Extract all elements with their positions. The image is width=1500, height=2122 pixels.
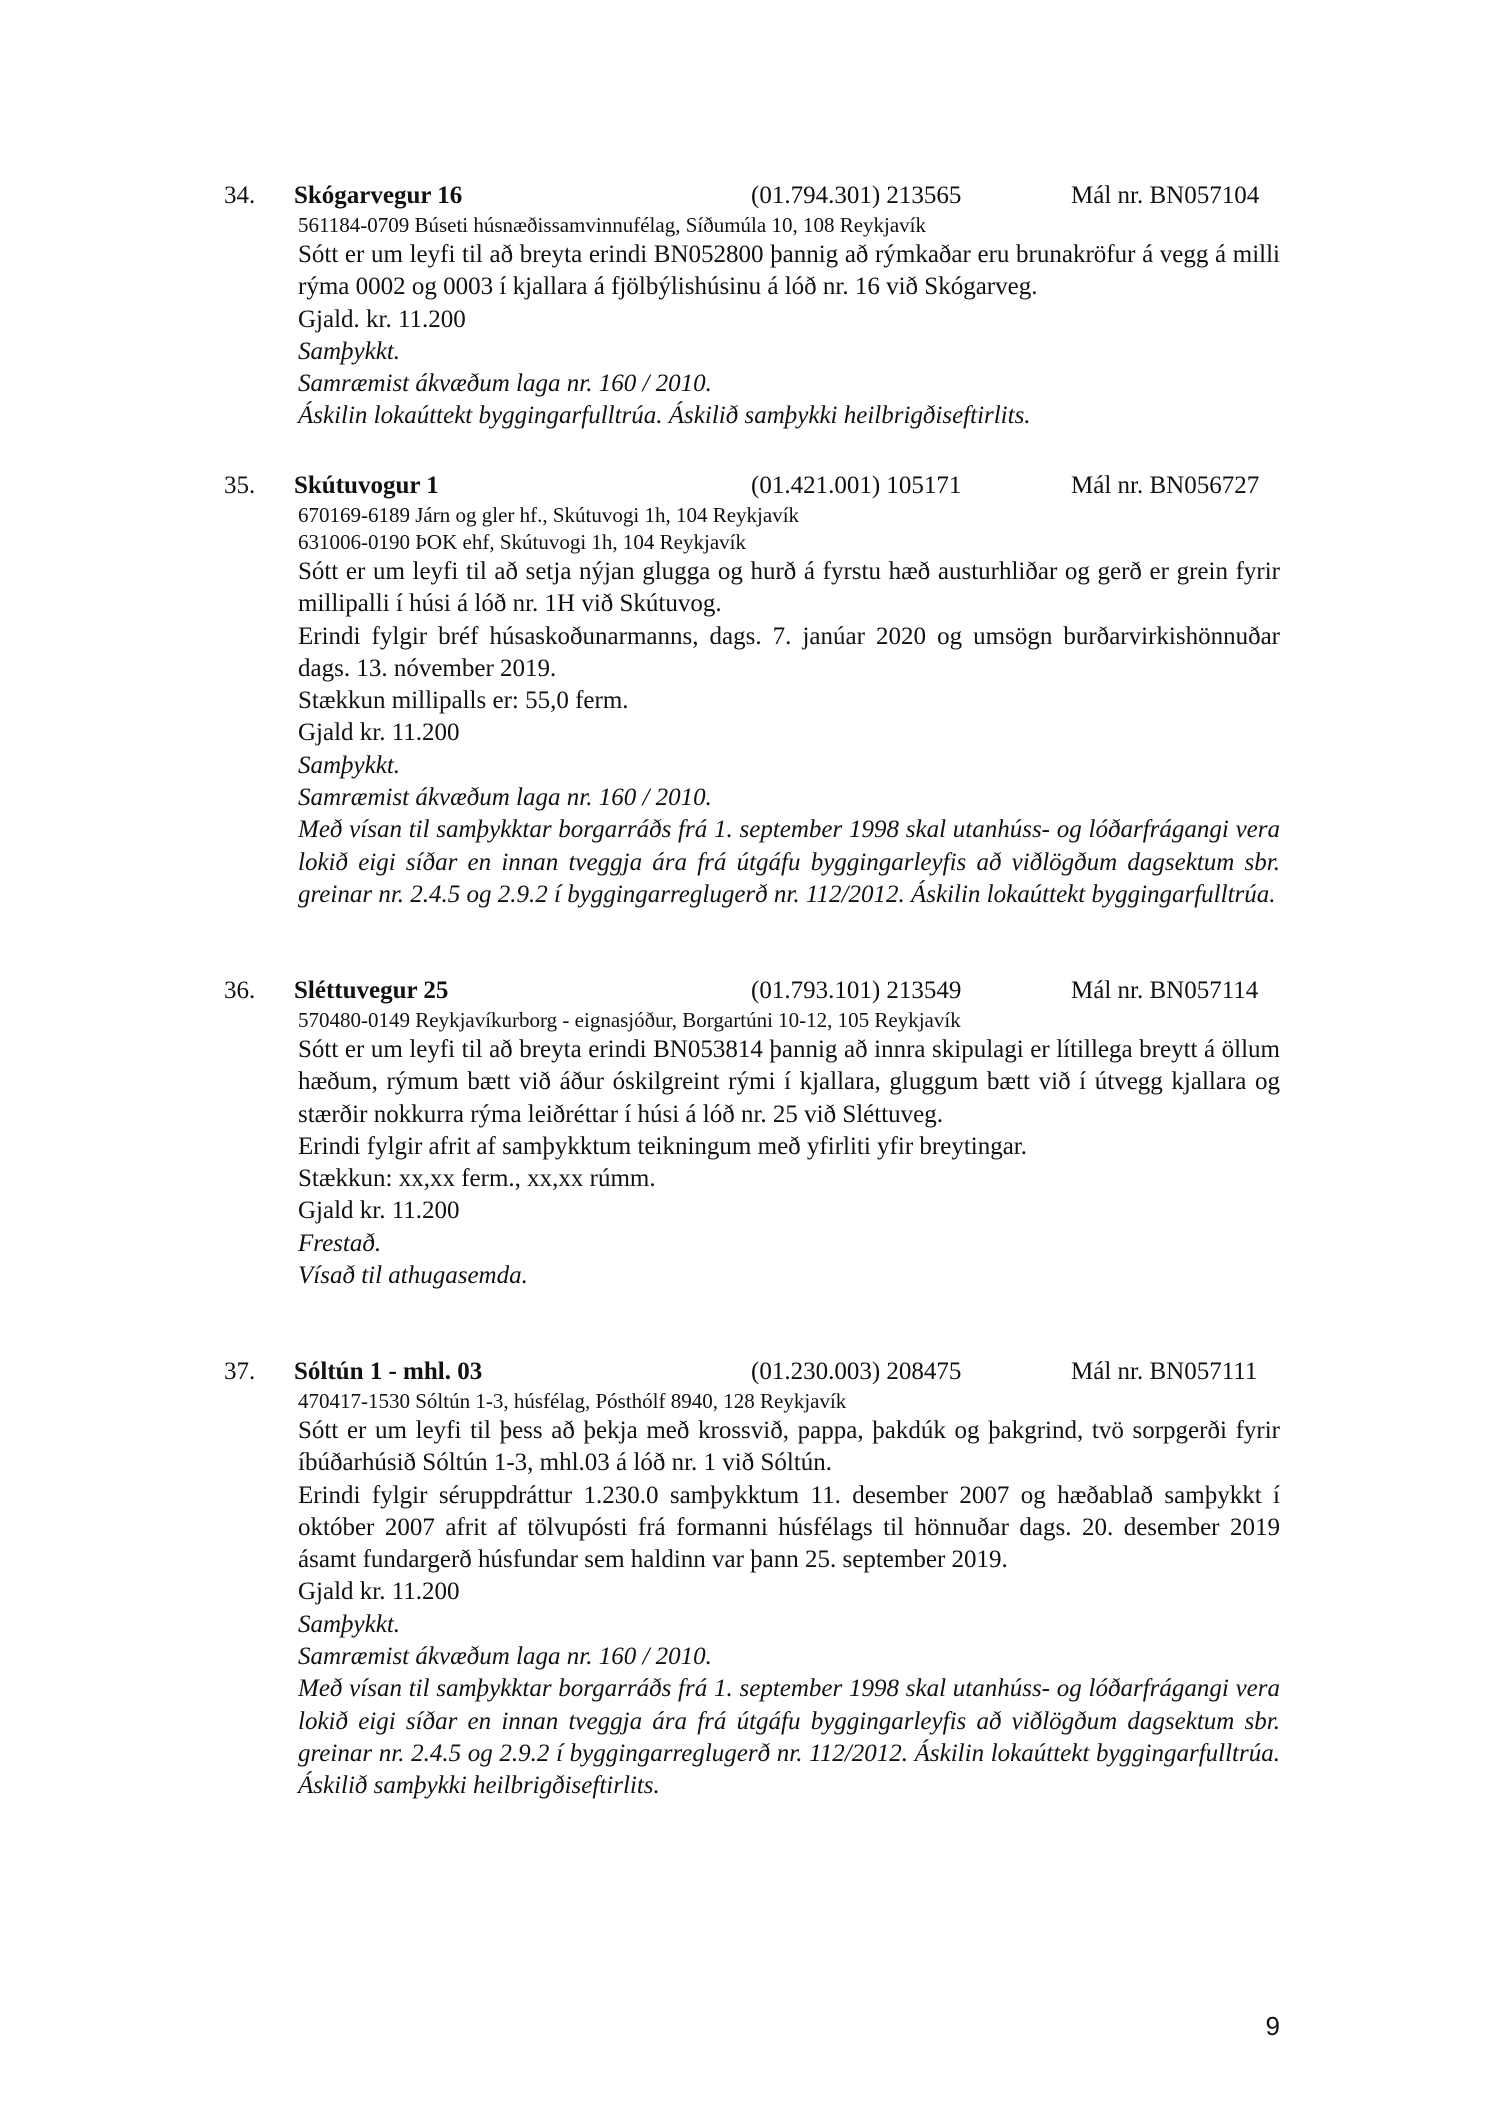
case-body <box>298 1388 1280 1803</box>
land-number: (01.793.101) 213549 <box>751 977 962 1004</box>
street-address: Sléttuvegur 25 <box>294 977 449 1004</box>
decision-line: Áskilin lokaúttekt byggingarfulltrúa. Áskilið samþykki heilbrigðiseftirlits. <box>298 402 1031 430</box>
page-number: 9 <box>1265 2011 1280 2041</box>
case-number: 37. <box>224 1358 256 1385</box>
fee-line: Gjald kr. 11.200 <box>298 1578 460 1606</box>
case-header <box>224 470 1280 502</box>
decision-paragraph: Með vísan til samþykktar borgarráðs frá 1. september 1998 skal utanhúss- og lóðarfrágangi vera lokið eigi síðar en innan tveggja ára frá útgáfu byggingarleyfis að viðlögðum dagsektum sbr. greinar nr. 2.4.5 og 2.9.2 í byggingarreglugerð nr. 112/2012. Áskilin lokaúttekt byggingarfulltrúa. <box>298 816 1280 908</box>
applicant-line: 570480-0149 Reykjavíkurborg - eignasjóður, Borgartúni 10-12, 105 Reykjavík <box>298 1008 961 1032</box>
decision-line: Samþykkt. <box>298 1610 401 1638</box>
case-number: 35. <box>224 472 256 499</box>
description-paragraph: Sótt er um leyfi til að breyta erindi BN053814 þannig að innra skipulagi er lítillega breytt á öllum hæðum, rýmum bætt við áður óskilgreint rými í kjallara, gluggum bætt við í útvegg kjallara og stærðir nokkurra rýma leiðréttar í húsi á lóð nr. 25 við Sléttuveg. <box>298 1036 1280 1128</box>
case-header <box>224 180 1280 212</box>
decision-paragraph: Með vísan til samþykktar borgarráðs frá 1. september 1998 skal utanhúss- og lóðarfrágangi vera lokið eigi síðar en innan tveggja ára frá útgáfu byggingarleyfis að viðlögðum dagsektum sbr. greinar nr. 2.4.5 og 2.9.2 í byggingarreglugerð nr. 112/2012. Áskilin lokaúttekt byggingarfulltrúa. Áskilið samþykki heilbrigðiseftirlits. <box>298 1675 1280 1800</box>
case-header <box>224 975 1280 1007</box>
decision-line: Vísað til athugasemda. <box>298 1262 528 1290</box>
area-line: Stækkun: xx,xx ferm., xx,xx rúmm. <box>298 1165 656 1193</box>
fee-line: Gjald. kr. 11.200 <box>298 305 466 333</box>
decision-line: Frestað. <box>298 1229 382 1257</box>
attachment-paragraph: Erindi fylgir afrit af samþykktum teikningum með yfirliti yfir breytingar. <box>298 1132 1028 1160</box>
decision-line: Samþykkt. <box>298 337 401 365</box>
decision-line: Samræmist ákvæðum laga nr. 160 / 2010. <box>298 1643 712 1671</box>
case-header <box>224 1356 1280 1388</box>
applicant-line: 470417-1530 Sóltún 1-3, húsfélag, Pósthólf 8940, 128 Reykjavík <box>298 1389 847 1413</box>
decision-line: Samræmist ákvæðum laga nr. 160 / 2010. <box>298 784 712 812</box>
case-number: 36. <box>224 977 256 1004</box>
street-address: Sóltún 1 - mhl. 03 <box>294 1358 483 1385</box>
decision-line: Samræmist ákvæðum laga nr. 160 / 2010. <box>298 370 712 398</box>
case-entry-36 <box>224 975 1280 1292</box>
decision-line: Samþykkt. <box>298 751 401 779</box>
street-address: Skútuvogur 1 <box>294 472 439 499</box>
case-file-number: Mál nr. BN057114 <box>1071 977 1259 1004</box>
description-paragraph: Sótt er um leyfi til að setja nýjan glugga og hurð á fyrstu hæð austurhliðar og gerð er grein fyrir millipalli í húsi á lóð nr. 1H við Skútuvog. <box>298 558 1280 618</box>
case-entry-34 <box>224 180 1280 433</box>
case-file-number: Mál nr. BN056727 <box>1071 472 1260 499</box>
land-number: (01.421.001) 105171 <box>751 472 962 499</box>
attachment-paragraph: Erindi fylgir séruppdráttur 1.230.0 samþykktum 11. desember 2007 og hæðablað samþykkt í október 2007 afrit af tölvupósti frá formanni húsfélags til hönnuðar dags. 20. desember 2019 ásamt fundargerð húsfundar sem haldinn var þann 25. september 2019. <box>298 1481 1280 1574</box>
applicant-line: 670169-6189 Járn og gler hf., Skútuvogi 1h, 104 Reykjavík <box>298 503 800 527</box>
applicant-line: 561184-0709 Búseti húsnæðissamvinnufélag, Síðumúla 10, 108 Reykjavík <box>298 213 927 237</box>
case-file-number: Mál nr. BN057111 <box>1071 1358 1258 1385</box>
description-paragraph: Sótt er um leyfi til þess að þekja með krossvið, pappa, þakdúk og þakgrind, tvö sorpgerði fyrir íbúðarhúsið Sóltún 1-3, mhl.03 á lóð nr. 1 við Sóltún. <box>298 1417 1280 1477</box>
description-paragraph: Sótt er um leyfi til að breyta erindi BN052800 þannig að rýmkaðar eru brunakröfur á vegg á milli rýma 0002 og 0003 í kjallara á fjölbýlishúsinu á lóð nr. 16 við Skógarveg. <box>298 241 1280 301</box>
street-address: Skógarvegur 16 <box>294 182 463 209</box>
land-number: (01.794.301) 213565 <box>751 182 962 209</box>
case-entry-35 <box>224 470 1280 911</box>
case-number: 34. <box>224 182 256 209</box>
case-body <box>298 212 1280 433</box>
case-entry-37 <box>224 1356 1280 1803</box>
applicant-line: 631006-0190 ÞOK ehf, Skútuvogi 1h, 104 Reykjavík <box>298 530 746 554</box>
land-number: (01.230.003) 208475 <box>751 1358 962 1385</box>
case-body <box>298 502 1280 911</box>
attachment-paragraph: Erindi fylgir bréf húsaskoðunarmanns, dags. 7. janúar 2020 og umsögn burðarvirkishönnuðar dags. 13. nóvember 2019. <box>298 622 1280 682</box>
case-file-number: Mál nr. BN057104 <box>1071 182 1260 209</box>
case-body <box>298 1007 1280 1292</box>
fee-line: Gjald kr. 11.200 <box>298 1197 460 1225</box>
fee-line: Gjald kr. 11.200 <box>298 719 460 747</box>
area-line: Stækkun millipalls er: 55,0 ferm. <box>298 687 629 715</box>
